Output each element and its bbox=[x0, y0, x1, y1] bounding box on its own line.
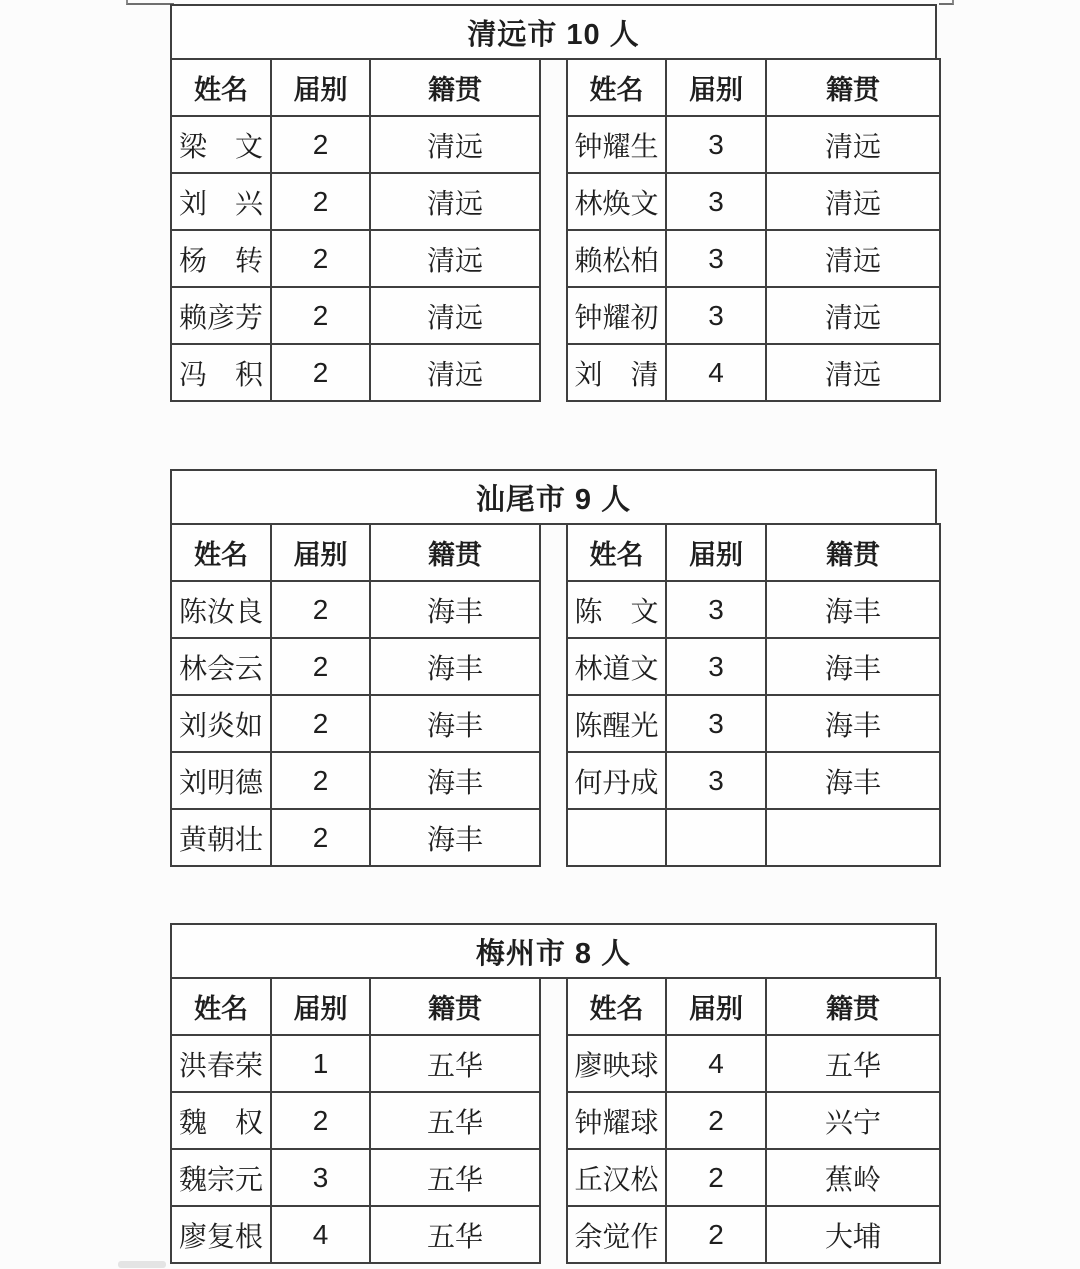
table-body bbox=[171, 581, 540, 866]
session-cell: 2 bbox=[271, 287, 370, 344]
origin-cell bbox=[766, 809, 940, 866]
table-row bbox=[171, 344, 540, 401]
header-row bbox=[567, 59, 940, 116]
table-row bbox=[567, 752, 940, 809]
session-cell: 3 bbox=[666, 752, 766, 809]
table-row bbox=[567, 1149, 940, 1206]
session-cell: 2 bbox=[271, 230, 370, 287]
col-header-name: 姓名 bbox=[567, 59, 666, 116]
table-body bbox=[171, 1035, 540, 1263]
name-cell: 刘 兴 bbox=[171, 173, 271, 230]
table-row bbox=[567, 638, 940, 695]
origin-cell: 清远 bbox=[370, 173, 540, 230]
table-row bbox=[567, 344, 940, 401]
table-row bbox=[567, 1092, 940, 1149]
table-row bbox=[567, 173, 940, 230]
city-table-meizhou bbox=[170, 923, 937, 1264]
name-cell: 廖复根 bbox=[171, 1206, 271, 1263]
col-header-name: 姓名 bbox=[567, 524, 666, 581]
header-row bbox=[567, 524, 940, 581]
table-row bbox=[171, 1149, 540, 1206]
origin-cell: 海丰 bbox=[370, 638, 540, 695]
table-title: 汕尾市 9 人 bbox=[170, 469, 937, 525]
city-table-shanwei bbox=[170, 469, 937, 867]
origin-cell: 海丰 bbox=[766, 695, 940, 752]
origin-cell: 海丰 bbox=[370, 752, 540, 809]
header-row bbox=[171, 978, 540, 1035]
subtable-left bbox=[170, 523, 541, 867]
session-cell: 2 bbox=[271, 116, 370, 173]
table-row bbox=[171, 809, 540, 866]
name-cell: 丘汉松 bbox=[567, 1149, 666, 1206]
origin-cell: 清远 bbox=[370, 287, 540, 344]
table-row bbox=[171, 581, 540, 638]
session-cell: 3 bbox=[666, 638, 766, 695]
subtable-left bbox=[170, 977, 541, 1264]
col-header-session: 届别 bbox=[666, 59, 766, 116]
origin-cell: 清远 bbox=[766, 116, 940, 173]
cropped-table-fragment-left bbox=[126, 0, 174, 5]
name-cell: 杨 转 bbox=[171, 230, 271, 287]
table-row bbox=[567, 809, 940, 866]
col-header-origin: 籍贯 bbox=[370, 524, 540, 581]
col-header-session: 届别 bbox=[271, 59, 370, 116]
col-header-name: 姓名 bbox=[171, 59, 271, 116]
origin-cell: 五华 bbox=[370, 1035, 540, 1092]
table-row bbox=[171, 638, 540, 695]
table-row bbox=[171, 230, 540, 287]
table-row bbox=[567, 1206, 940, 1263]
name-cell: 林道文 bbox=[567, 638, 666, 695]
session-cell: 2 bbox=[271, 695, 370, 752]
col-header-name: 姓名 bbox=[567, 978, 666, 1035]
subtable-left bbox=[170, 58, 541, 402]
col-header-name: 姓名 bbox=[171, 978, 271, 1035]
table-row bbox=[567, 116, 940, 173]
name-cell: 赖彦芳 bbox=[171, 287, 271, 344]
table-body bbox=[567, 116, 940, 401]
table-row bbox=[171, 173, 540, 230]
table-row bbox=[567, 230, 940, 287]
session-cell: 2 bbox=[271, 809, 370, 866]
session-cell: 2 bbox=[666, 1206, 766, 1263]
session-cell: 3 bbox=[666, 287, 766, 344]
name-cell: 廖映球 bbox=[567, 1035, 666, 1092]
col-header-session: 届别 bbox=[271, 524, 370, 581]
table-row bbox=[567, 1035, 940, 1092]
session-cell: 3 bbox=[271, 1149, 370, 1206]
name-cell: 钟耀生 bbox=[567, 116, 666, 173]
origin-cell: 清远 bbox=[370, 230, 540, 287]
session-cell: 2 bbox=[271, 1092, 370, 1149]
table-body bbox=[171, 116, 540, 401]
origin-cell: 海丰 bbox=[766, 638, 940, 695]
header-row bbox=[171, 59, 540, 116]
subtable-pair bbox=[170, 58, 937, 402]
session-cell: 4 bbox=[666, 1035, 766, 1092]
session-cell: 2 bbox=[271, 581, 370, 638]
origin-cell: 清远 bbox=[370, 116, 540, 173]
origin-cell: 清远 bbox=[766, 344, 940, 401]
name-cell: 冯 积 bbox=[171, 344, 271, 401]
session-cell: 2 bbox=[271, 752, 370, 809]
session-cell: 3 bbox=[666, 173, 766, 230]
name-cell: 余觉作 bbox=[567, 1206, 666, 1263]
col-header-origin: 籍贯 bbox=[766, 978, 940, 1035]
table-title: 梅州市 8 人 bbox=[170, 923, 937, 979]
name-cell: 林焕文 bbox=[567, 173, 666, 230]
session-cell: 2 bbox=[666, 1092, 766, 1149]
name-cell: 赖松柏 bbox=[567, 230, 666, 287]
origin-cell: 五华 bbox=[766, 1035, 940, 1092]
col-header-origin: 籍贯 bbox=[766, 524, 940, 581]
origin-cell: 清远 bbox=[766, 287, 940, 344]
origin-cell: 海丰 bbox=[766, 581, 940, 638]
session-cell: 3 bbox=[666, 695, 766, 752]
subtable-pair bbox=[170, 977, 937, 1264]
origin-cell: 蕉岭 bbox=[766, 1149, 940, 1206]
session-cell: 3 bbox=[666, 116, 766, 173]
name-cell: 何丹成 bbox=[567, 752, 666, 809]
city-table-qingyuan bbox=[170, 4, 937, 402]
cropped-table-fragment-right bbox=[939, 0, 954, 5]
origin-cell: 五华 bbox=[370, 1092, 540, 1149]
table-row bbox=[567, 695, 940, 752]
header-row bbox=[171, 524, 540, 581]
session-cell: 2 bbox=[271, 638, 370, 695]
origin-cell: 五华 bbox=[370, 1149, 540, 1206]
table-row bbox=[171, 1092, 540, 1149]
origin-cell: 海丰 bbox=[370, 809, 540, 866]
subtable-pair bbox=[170, 523, 937, 867]
origin-cell: 海丰 bbox=[370, 581, 540, 638]
name-cell: 刘炎如 bbox=[171, 695, 271, 752]
col-header-name: 姓名 bbox=[171, 524, 271, 581]
session-cell: 4 bbox=[666, 344, 766, 401]
session-cell bbox=[666, 809, 766, 866]
col-header-origin: 籍贯 bbox=[766, 59, 940, 116]
page-edge-smudge bbox=[118, 1261, 166, 1268]
table-row bbox=[171, 1035, 540, 1092]
name-cell: 钟耀球 bbox=[567, 1092, 666, 1149]
header-row bbox=[567, 978, 940, 1035]
name-cell bbox=[567, 809, 666, 866]
session-cell: 1 bbox=[271, 1035, 370, 1092]
table-row bbox=[171, 1206, 540, 1263]
origin-cell: 清远 bbox=[766, 230, 940, 287]
origin-cell: 大埔 bbox=[766, 1206, 940, 1263]
table-row bbox=[567, 581, 940, 638]
col-header-session: 届别 bbox=[271, 978, 370, 1035]
subtable-right bbox=[566, 977, 941, 1264]
table-title: 清远市 10 人 bbox=[170, 4, 937, 60]
table-body bbox=[567, 581, 940, 866]
name-cell: 洪春荣 bbox=[171, 1035, 271, 1092]
origin-cell: 海丰 bbox=[370, 695, 540, 752]
name-cell: 梁 文 bbox=[171, 116, 271, 173]
session-cell: 3 bbox=[666, 581, 766, 638]
session-cell: 3 bbox=[666, 230, 766, 287]
name-cell: 黄朝壮 bbox=[171, 809, 271, 866]
name-cell: 魏 权 bbox=[171, 1092, 271, 1149]
table-row bbox=[171, 116, 540, 173]
origin-cell: 兴宁 bbox=[766, 1092, 940, 1149]
session-cell: 4 bbox=[271, 1206, 370, 1263]
origin-cell: 清远 bbox=[766, 173, 940, 230]
name-cell: 陈汝良 bbox=[171, 581, 271, 638]
table-body bbox=[567, 1035, 940, 1263]
subtable-right bbox=[566, 58, 941, 402]
session-cell: 2 bbox=[271, 173, 370, 230]
table-row bbox=[171, 695, 540, 752]
name-cell: 钟耀初 bbox=[567, 287, 666, 344]
col-header-session: 届别 bbox=[666, 524, 766, 581]
origin-cell: 海丰 bbox=[766, 752, 940, 809]
name-cell: 陈醒光 bbox=[567, 695, 666, 752]
subtable-right bbox=[566, 523, 941, 867]
col-header-session: 届别 bbox=[666, 978, 766, 1035]
session-cell: 2 bbox=[271, 344, 370, 401]
col-header-origin: 籍贯 bbox=[370, 978, 540, 1035]
name-cell: 刘 清 bbox=[567, 344, 666, 401]
table-row bbox=[171, 752, 540, 809]
name-cell: 刘明德 bbox=[171, 752, 271, 809]
origin-cell: 清远 bbox=[370, 344, 540, 401]
col-header-origin: 籍贯 bbox=[370, 59, 540, 116]
table-row bbox=[171, 287, 540, 344]
name-cell: 林会云 bbox=[171, 638, 271, 695]
table-row bbox=[567, 287, 940, 344]
origin-cell: 五华 bbox=[370, 1206, 540, 1263]
session-cell: 2 bbox=[666, 1149, 766, 1206]
name-cell: 陈 文 bbox=[567, 581, 666, 638]
name-cell: 魏宗元 bbox=[171, 1149, 271, 1206]
